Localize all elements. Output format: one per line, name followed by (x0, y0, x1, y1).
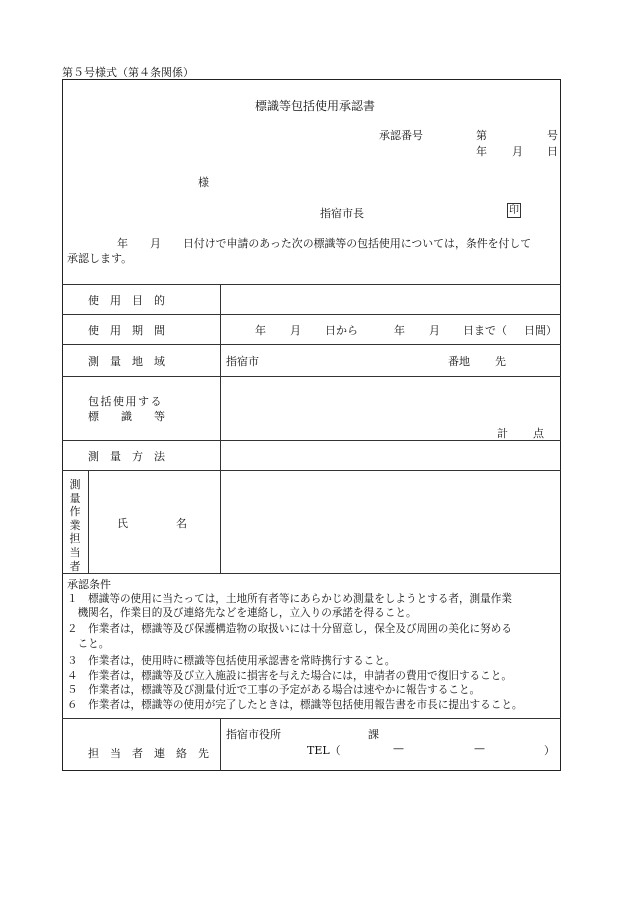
period-start-year: 年 (255, 324, 266, 337)
seal-mark: 印 (509, 205, 519, 216)
row-divider (62, 376, 561, 377)
column-divider (220, 284, 221, 573)
condition-line: 機関名，作業目的及び連絡先などを連絡し，立入りの承諾を得ること。 (67, 607, 417, 619)
period-label: 使 用 期 間 (88, 324, 165, 337)
markers-total-label: 計 (497, 427, 508, 440)
contact-tel-dash: — (474, 742, 485, 755)
condition-line: ３ 作業者は，使用時に標識等包括使用承認書を常時携行すること。 (67, 655, 396, 667)
issuer-name: 指宿市長 (320, 207, 364, 220)
form-number-label: 第５号様式（第４条関係） (62, 66, 194, 79)
conditions-heading: 承認条件 (67, 578, 111, 591)
row-divider (62, 314, 561, 315)
number-prefix: 第 (476, 129, 487, 142)
purpose-label: 使 用 目 的 (88, 294, 165, 307)
statement-year: 年 (117, 237, 128, 250)
period-end-month: 月 (429, 324, 440, 337)
date-year: 年 (476, 145, 487, 158)
purpose-value-field[interactable] (222, 286, 559, 312)
condition-line: １ 標識等の使用に当たっては，土地所有者等にあらかじめ測量をしようとする者，測量作業 (67, 593, 512, 605)
contact-tel-label: TEL（ (307, 744, 341, 757)
period-days: 日間） (524, 324, 557, 337)
row-divider (62, 718, 561, 719)
addressee-suffix: 様 (198, 176, 209, 189)
method-label: 測 量 方 法 (88, 450, 165, 463)
area-banchi: 番地 (448, 355, 470, 368)
condition-line: ４ 作業者は，標識等及び立入施設に損害を与えた場合には，申請者の費用で復旧すること。 (67, 670, 512, 682)
statement-month: 月 (150, 237, 161, 250)
markers-label-line2: 標 識 等 (88, 410, 165, 423)
row-divider (62, 470, 561, 471)
staff-vertical-label: 測量作業担当者 (69, 478, 81, 573)
date-month: 月 (512, 145, 523, 158)
area-label: 測 量 地 域 (88, 355, 165, 368)
staff-column-divider (88, 470, 89, 573)
approval-number-label: 承認番号 (379, 129, 423, 142)
document-title: 標識等包括使用承認書 (254, 99, 375, 113)
row-divider (62, 573, 561, 574)
condition-line: ２ 作業者は，標識等及び保護構造物の取扱いには十分留意し，保全及び周囲の美化に努める (67, 623, 512, 635)
row-divider (62, 440, 561, 441)
contact-office: 指宿市役所 (226, 728, 281, 741)
date-day: 日 (547, 145, 558, 158)
area-city: 指宿市 (226, 355, 259, 368)
condition-line: ５ 作業者は，標識等及び測量付近で工事の予定がある場合は速やかに報告すること。 (67, 684, 481, 696)
area-saki: 先 (495, 355, 506, 368)
period-end-year: 年 (394, 324, 405, 337)
period-end-day: 日まで（ (463, 324, 507, 337)
markers-label-line1: 包括使用する (88, 395, 163, 408)
statement-text: 日付けで申請のあった次の標識等の包括使用については，条件を付して (183, 237, 532, 250)
name-label-part2: 名 (176, 517, 187, 530)
contact-tel-dash: — (393, 742, 404, 755)
row-divider (62, 284, 561, 285)
contact-section: 課 (368, 728, 379, 741)
contact-label: 担 当 者 連 絡 先 (88, 747, 209, 760)
condition-line: ６ 作業者は，標識等の使用が完了したときは，標識等包括使用報告書を市長に提出すること。 (67, 699, 523, 711)
condition-line: こと。 (67, 638, 110, 650)
row-divider (62, 344, 561, 345)
name-label-part1: 氏 (117, 517, 128, 530)
period-start-day: 日から (325, 324, 358, 337)
number-suffix: 号 (547, 129, 558, 142)
statement-text-cont: 承認します。 (67, 252, 133, 265)
contact-tel-close: ） (544, 744, 555, 757)
markers-unit: 点 (533, 427, 544, 440)
column-divider (220, 718, 221, 771)
period-start-month: 月 (290, 324, 301, 337)
